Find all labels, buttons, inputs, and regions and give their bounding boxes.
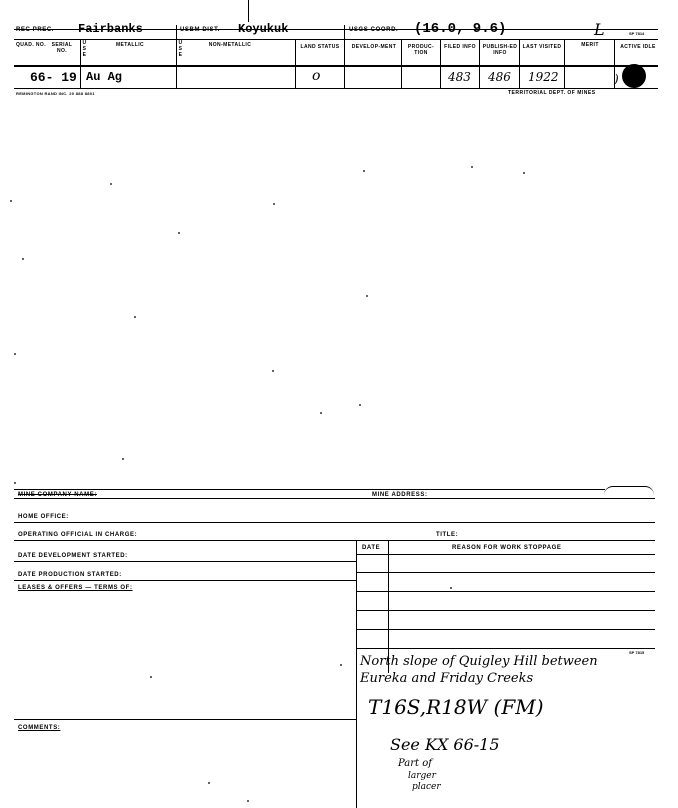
operating-official-label: OPERATING OFFICIAL IN CHARGE: [18,532,138,538]
usbm-dist-value: Koyukuk [238,22,289,36]
metallic-header: METALLIC [115,42,145,48]
home-office-label: HOME OFFICE: [18,514,69,520]
handwriting-see-ref: See KX 66-15 [390,735,500,754]
nonmetallic-header: NON-METALLIC [208,42,252,48]
mine-address-label: MINE ADDRESS: [372,492,428,498]
last-visited-value: 1922 [528,70,559,84]
comments-label: COMMENTS: [18,725,61,731]
land-status-header: LAND STATUS [300,44,340,50]
active-dot [622,64,646,88]
quad-serial-value: 66- 19 [30,70,77,85]
handwriting-larger: larger [408,771,436,781]
published-info-value: 486 [488,70,511,84]
active-idle-header: ACTIVE IDLE [620,44,656,50]
reason-column-header: REASON FOR WORK STOPPAGE [452,545,562,551]
production-header: PRODUC-TION [407,44,435,56]
serial-no-header: SERIAL NO. [51,42,73,54]
rec-prec-value: Fairbanks [78,22,143,36]
printer-line: REMINGTON RAND INC. 20 888 8801 [16,91,95,96]
title-label: TITLE: [436,532,459,538]
handwriting-placer: placer [412,782,441,792]
handwriting-location-line1: North slope of Quigley Hill between [360,654,598,669]
date-column-header: DATE [362,545,381,551]
development-header: DEVELOP-MENT [351,44,397,50]
form-no-bottom: SP 7815 [629,650,645,655]
corner-mark: L [594,20,605,39]
land-status-value: o [312,68,321,84]
handwriting-location-line2: Eureka and Friday Creeks [360,671,534,686]
usgs-coord-label: USGS COORD. [349,27,399,33]
metallic-value: Au Ag [86,70,123,84]
filed-info-header: FILED INFO [444,44,476,50]
dept-line: TERRITORIAL DEPT. OF MINES [508,90,596,96]
handwriting-part-of: Part of [398,758,432,769]
last-visited-header: LAST VISITED [522,44,562,50]
use-metallic-header: U S E [82,40,87,58]
rec-prec-label: REC PREC. [16,27,55,33]
form-no-top: SP 7814 [629,31,645,36]
date-production-started-label: DATE PRODUCTION STARTED: [18,572,122,578]
leases-offers-label: LEASES & OFFERS — TERMS OF: [18,585,133,591]
date-development-started-label: DATE DEVELOPMENT STARTED: [18,553,128,559]
quad-no-header: QUAD. NO. [16,42,46,48]
usbm-dist-label: USBM DIST. [180,27,221,33]
mine-company-name-label: MINE COMPANY NAME: [18,492,97,498]
filed-info-value: 483 [448,70,471,84]
handwriting-township: T16S,R18W (FM) [368,695,544,719]
merit-header: MERIT [581,42,599,48]
published-info-header: PUBLISH-ED INFO [482,44,518,56]
use-nonmetallic-header: U S E [178,40,183,58]
usgs-coord-value: (16.0, 9.6) [414,21,507,37]
